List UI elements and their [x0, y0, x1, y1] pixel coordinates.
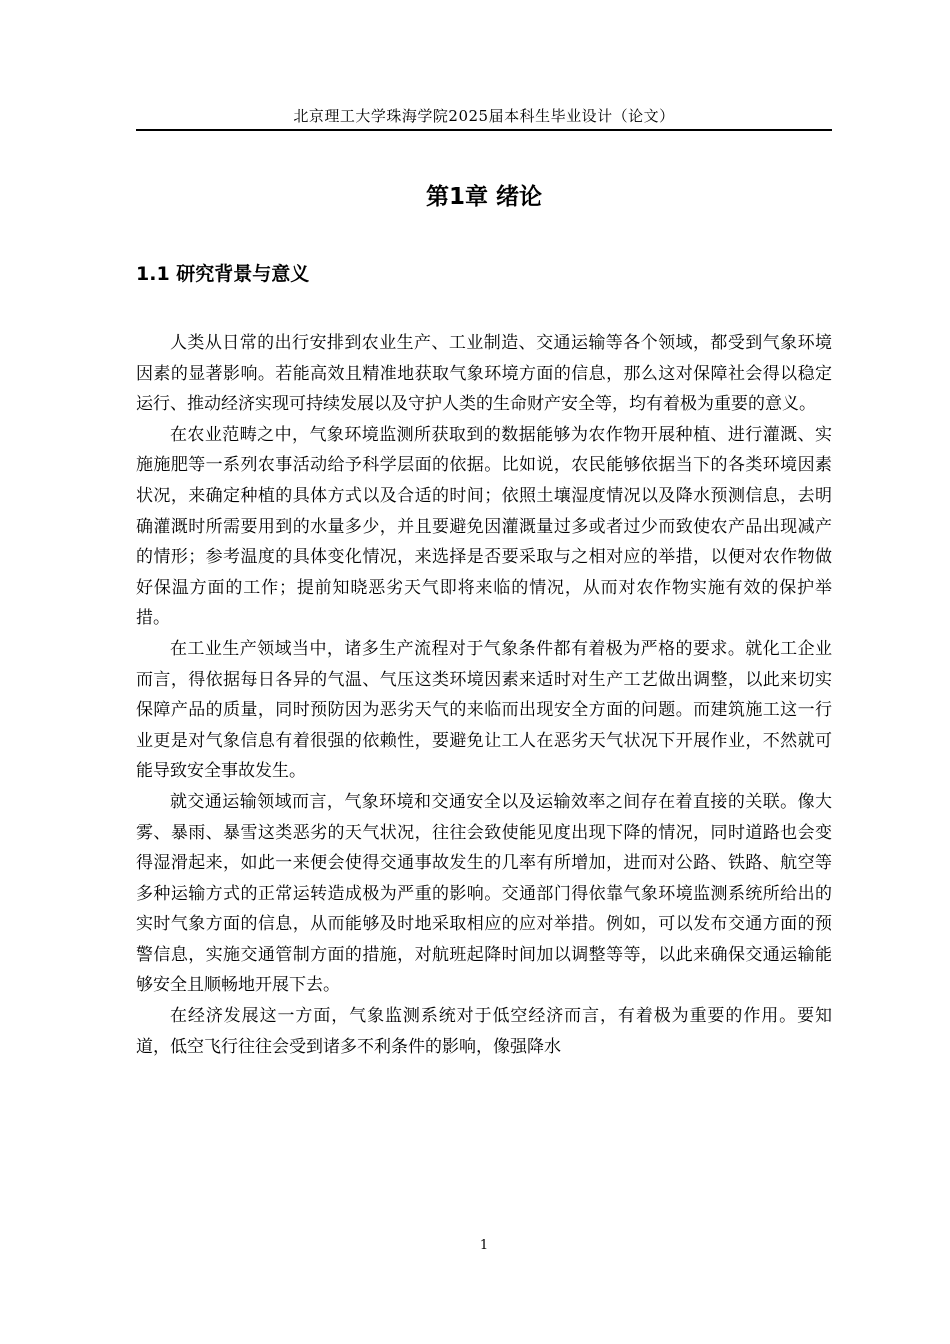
header-rule [136, 129, 832, 131]
paragraph-industry: 在工业生产领域当中，诸多生产流程对于气象条件都有着极为严格的要求。就化工企业而言，得依据每日各异的气温、气压这类环境因素来适时对生产工艺做出调整，以此来切实保障产品的质量，同时预防因为恶劣天气的来临而出现安全方面的问题。而建筑施工这一行业更是对气象信息有着很强的依赖性，要避免让工人在恶劣天气状况下开展作业，不然就可能导致安全事故发生。 [136, 638, 832, 782]
page-number: 1 [479, 1238, 489, 1253]
body-text [136, 328, 832, 1062]
chapter-title: 第1章 绪论 [425, 184, 542, 210]
paragraph-intro: 人类从日常的出行安排到农业生产、工业制造、交通运输等各个领域，都受到气象环境因素的显著影响。若能高效且精准地获取气象环境方面的信息，那么这对保障社会得以稳定运行、推动经济实现可持续发展以及守护人类的生命财产安全等，均有着极为重要的意义。 [136, 333, 832, 415]
section-title: 1.1 研究背景与意义 [136, 263, 310, 285]
paragraph-agriculture: 在农业范畴之中，气象环境监测所获取到的数据能够为农作物开展种植、进行灌溉、实施施肥等一系列农事活动给予科学层面的依据。比如说，农民能够依据当下的各类环境因素状况，来确定种植的具体方式以及合适的时间；依照土壤湿度情况以及降水预测信息，去明确灌溉时所需要用到的水量多少，并且要避免因灌溉量过多或者过少而致使农产品出现减产的情形；参考温度的具体变化情况，来选择是否要采取与之相对应的举措，以便对农作物做好保温方面的工作；提前知晓恶劣天气即将来临的情况，从而对农作物实施有效的保护举措。 [136, 424, 832, 629]
paragraph-economy: 在经济发展这一方面，气象监测系统对于低空经济而言，有着极为重要的作用。要知道，低空飞行往往会受到诸多不利条件的影响，像强降水 [136, 1006, 832, 1057]
paragraph-transportation: 就交通运输领域而言，气象环境和交通安全以及运输效率之间存在着直接的关联。像大雾、暴雨、暴雪这类恶劣的天气状况，往往会致使能见度出现下降的情况，同时道路也会变得湿滑起来，如此一来便会使得交通事故发生的几率有所增加，进而对公路、铁路、航空等多种运输方式的正常运转造成极为严重的影响。交通部门得依靠气象环境监测系统所给出的实时气象方面的信息，从而能够及时地采取相应的应对举措。例如，可以发布交通方面的预警信息，实施交通管制方面的措施，对航班起降时间加以调整等等，以此来确保交通运输能够安全且顺畅地开展下去。 [136, 791, 832, 996]
running-header: 北京理工大学珠海学院2025届本科生毕业设计（论文） [293, 107, 675, 125]
